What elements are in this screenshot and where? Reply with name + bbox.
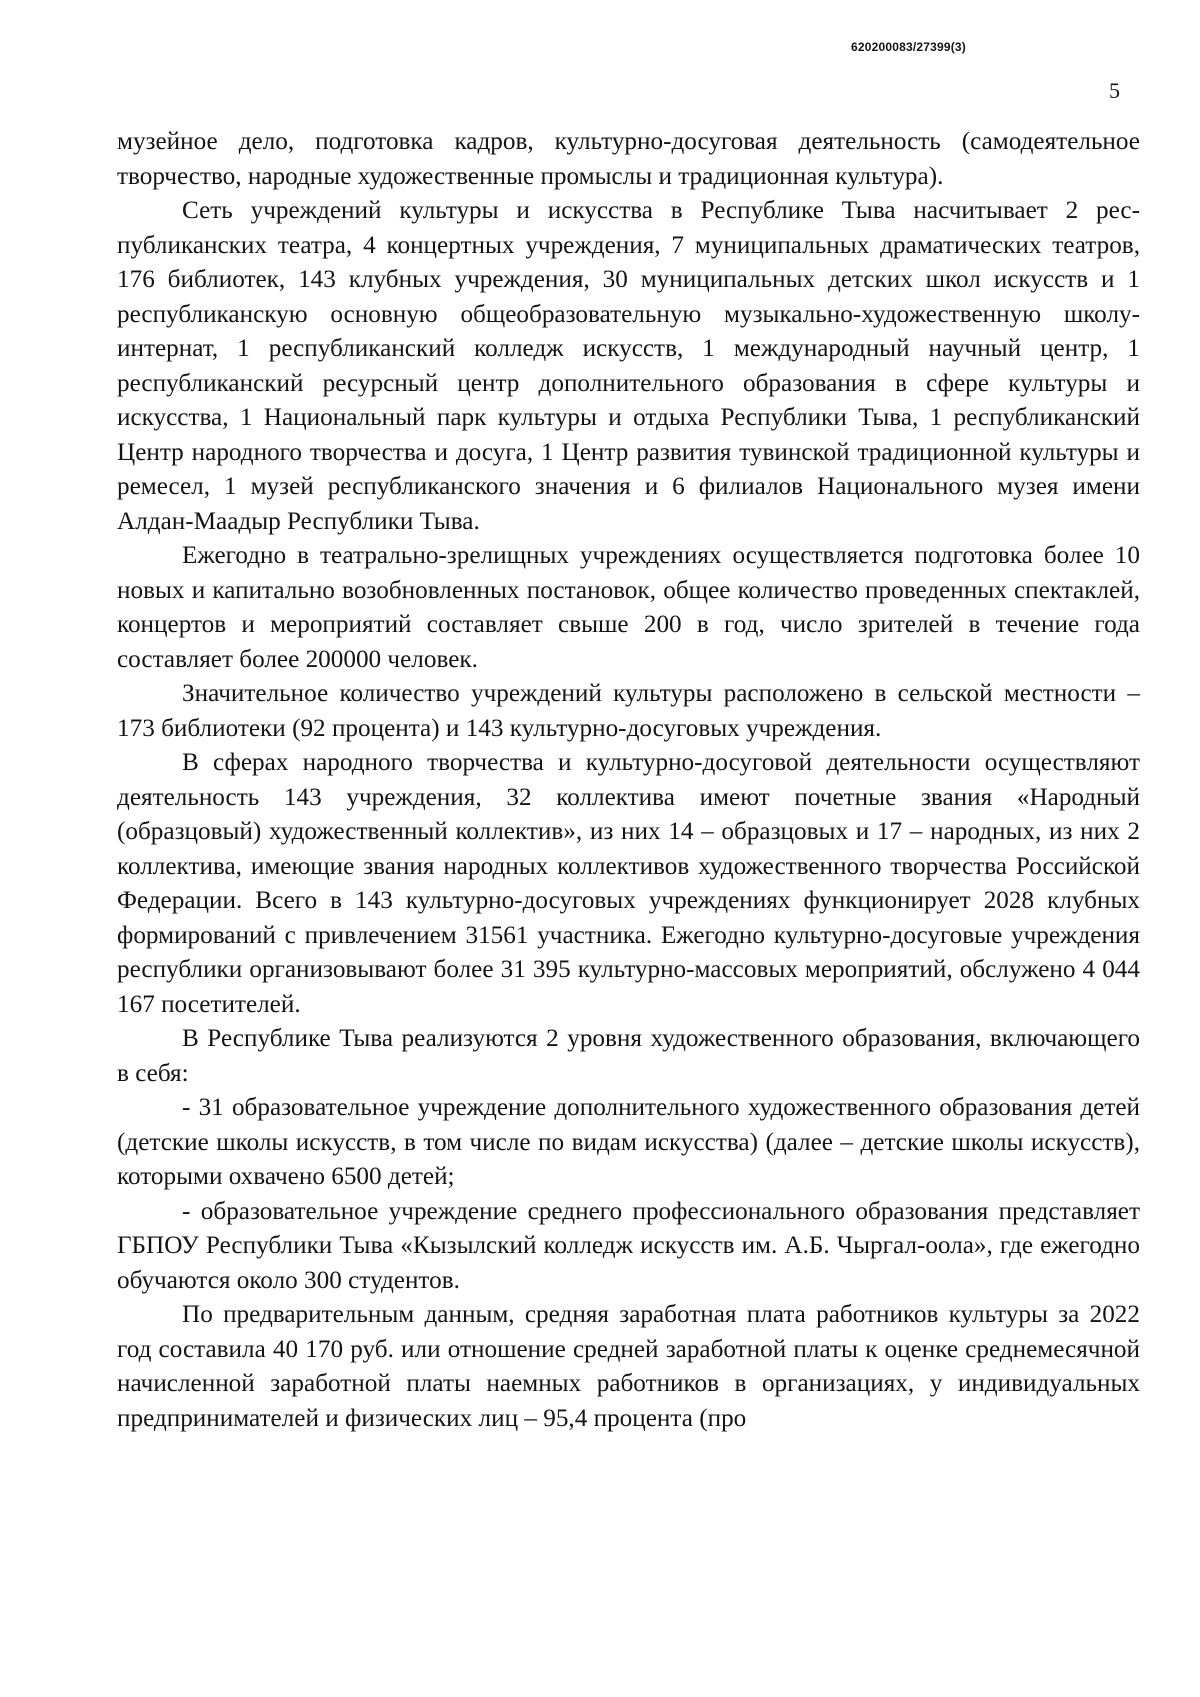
paragraph-art-education-levels: В Республике Тыва реализуются 2 уровня художественного образования, включающего в себя: [117, 1025, 1140, 1087]
paragraph-continuation: музейное дело, подготовка кадров, культурно-досуговая деятельность (самодеятельное творчество, народные художественные промыслы и традиционная культура). [117, 128, 1140, 190]
paragraph-theatre-productions: Ежегодно в театрально-зрелищных учреждениях осуществляется подготовка более 10 новых и капитально возобновленных постановок, общее количество проведенных спектаклей, концертов и мероприятий составляет свыше 200 в год, число зрителей в течение года составляет более 200000 человек. [117, 542, 1140, 673]
list-item-college: - образовательное учреждение среднего профессионального образования представляет ГБПОУ Республики Тыва «Кызылский колледж искусств им. А.Б. Чыргал-оола», где ежегодно обучаются около 300 студентов. [117, 1197, 1140, 1294]
list-item-art-schools: - 31 образовательное учреждение дополнительного художественного образования детей (детские школы искусств, в том числе по видам искусства) (далее – детские школы искусств), которыми охвачено 6500 детей; [117, 1094, 1140, 1190]
document-body [117, 125, 1140, 1436]
page-number: 5 [1109, 78, 1120, 103]
paragraph-institutions-network: Сеть учреждений культуры и искусства в Республике Тыва насчитывает 2 республиканских театра, 4 концертных учреждения, 7 муниципальных драматических театров, 176 библиотек, 143 клубных учреждения, 30 муниципальных детских школ искусств и 1 республиканскую основную общеобразовательную музыкально-художественную школу-интернат, 1 республиканский колледж искусств, 1 международный научный центр, 1 республиканский ресурсный центр дополнительного образования в сфере культуры и искусства, 1 Национальный парк культуры и отдыха Республики Тыва, 1 республиканский Центр народного творчества и досуга, 1 Центр развития тувинской традиционной культуры и ремесел, 1 музей республиканского значения и 6 филиалов Национального музея имени Алдан-Маадыр Республики Тыва. [117, 197, 1140, 535]
paragraph-folk-art: В сферах народного творчества и культурно-досуговой деятельности осуществляют деятельность 143 учреждения, 32 коллектива имеют почетные звания «Народный (образцовый) художественный коллектив», из них 14 – образцовых и 17 – народных, из них 2 коллектива, имеющие звания народных коллективов художественного творчества Российской Федерации. Всего в 143 культурно-досуговых учреждениях функционирует 2028 клубных формирований с привлечением 31561 участника. Ежегодно культурно-досуговые учреждения республики организовывают более 31 395 культурно-массовых мероприятий, обслужено 4 044 167 посетителей. [117, 749, 1140, 1018]
paragraph-salary: По предварительным данным, средняя заработная плата работников культуры за 2022 год составила 40 170 руб. или отношение средней заработной платы к оценке среднемесячной начисленной заработной платы наемных работников в организациях, у индивидуальных предпринимателей и физических лиц – 95,4 процента (про [117, 1301, 1140, 1432]
document-id: 620200083/27399(3) [850, 40, 966, 54]
paragraph-rural-institutions: Значительное количество учреждений культуры расположено в сельской местности – 173 библиотеки (92 процента) и 143 культурно-досуговых учреждения. [117, 680, 1140, 742]
